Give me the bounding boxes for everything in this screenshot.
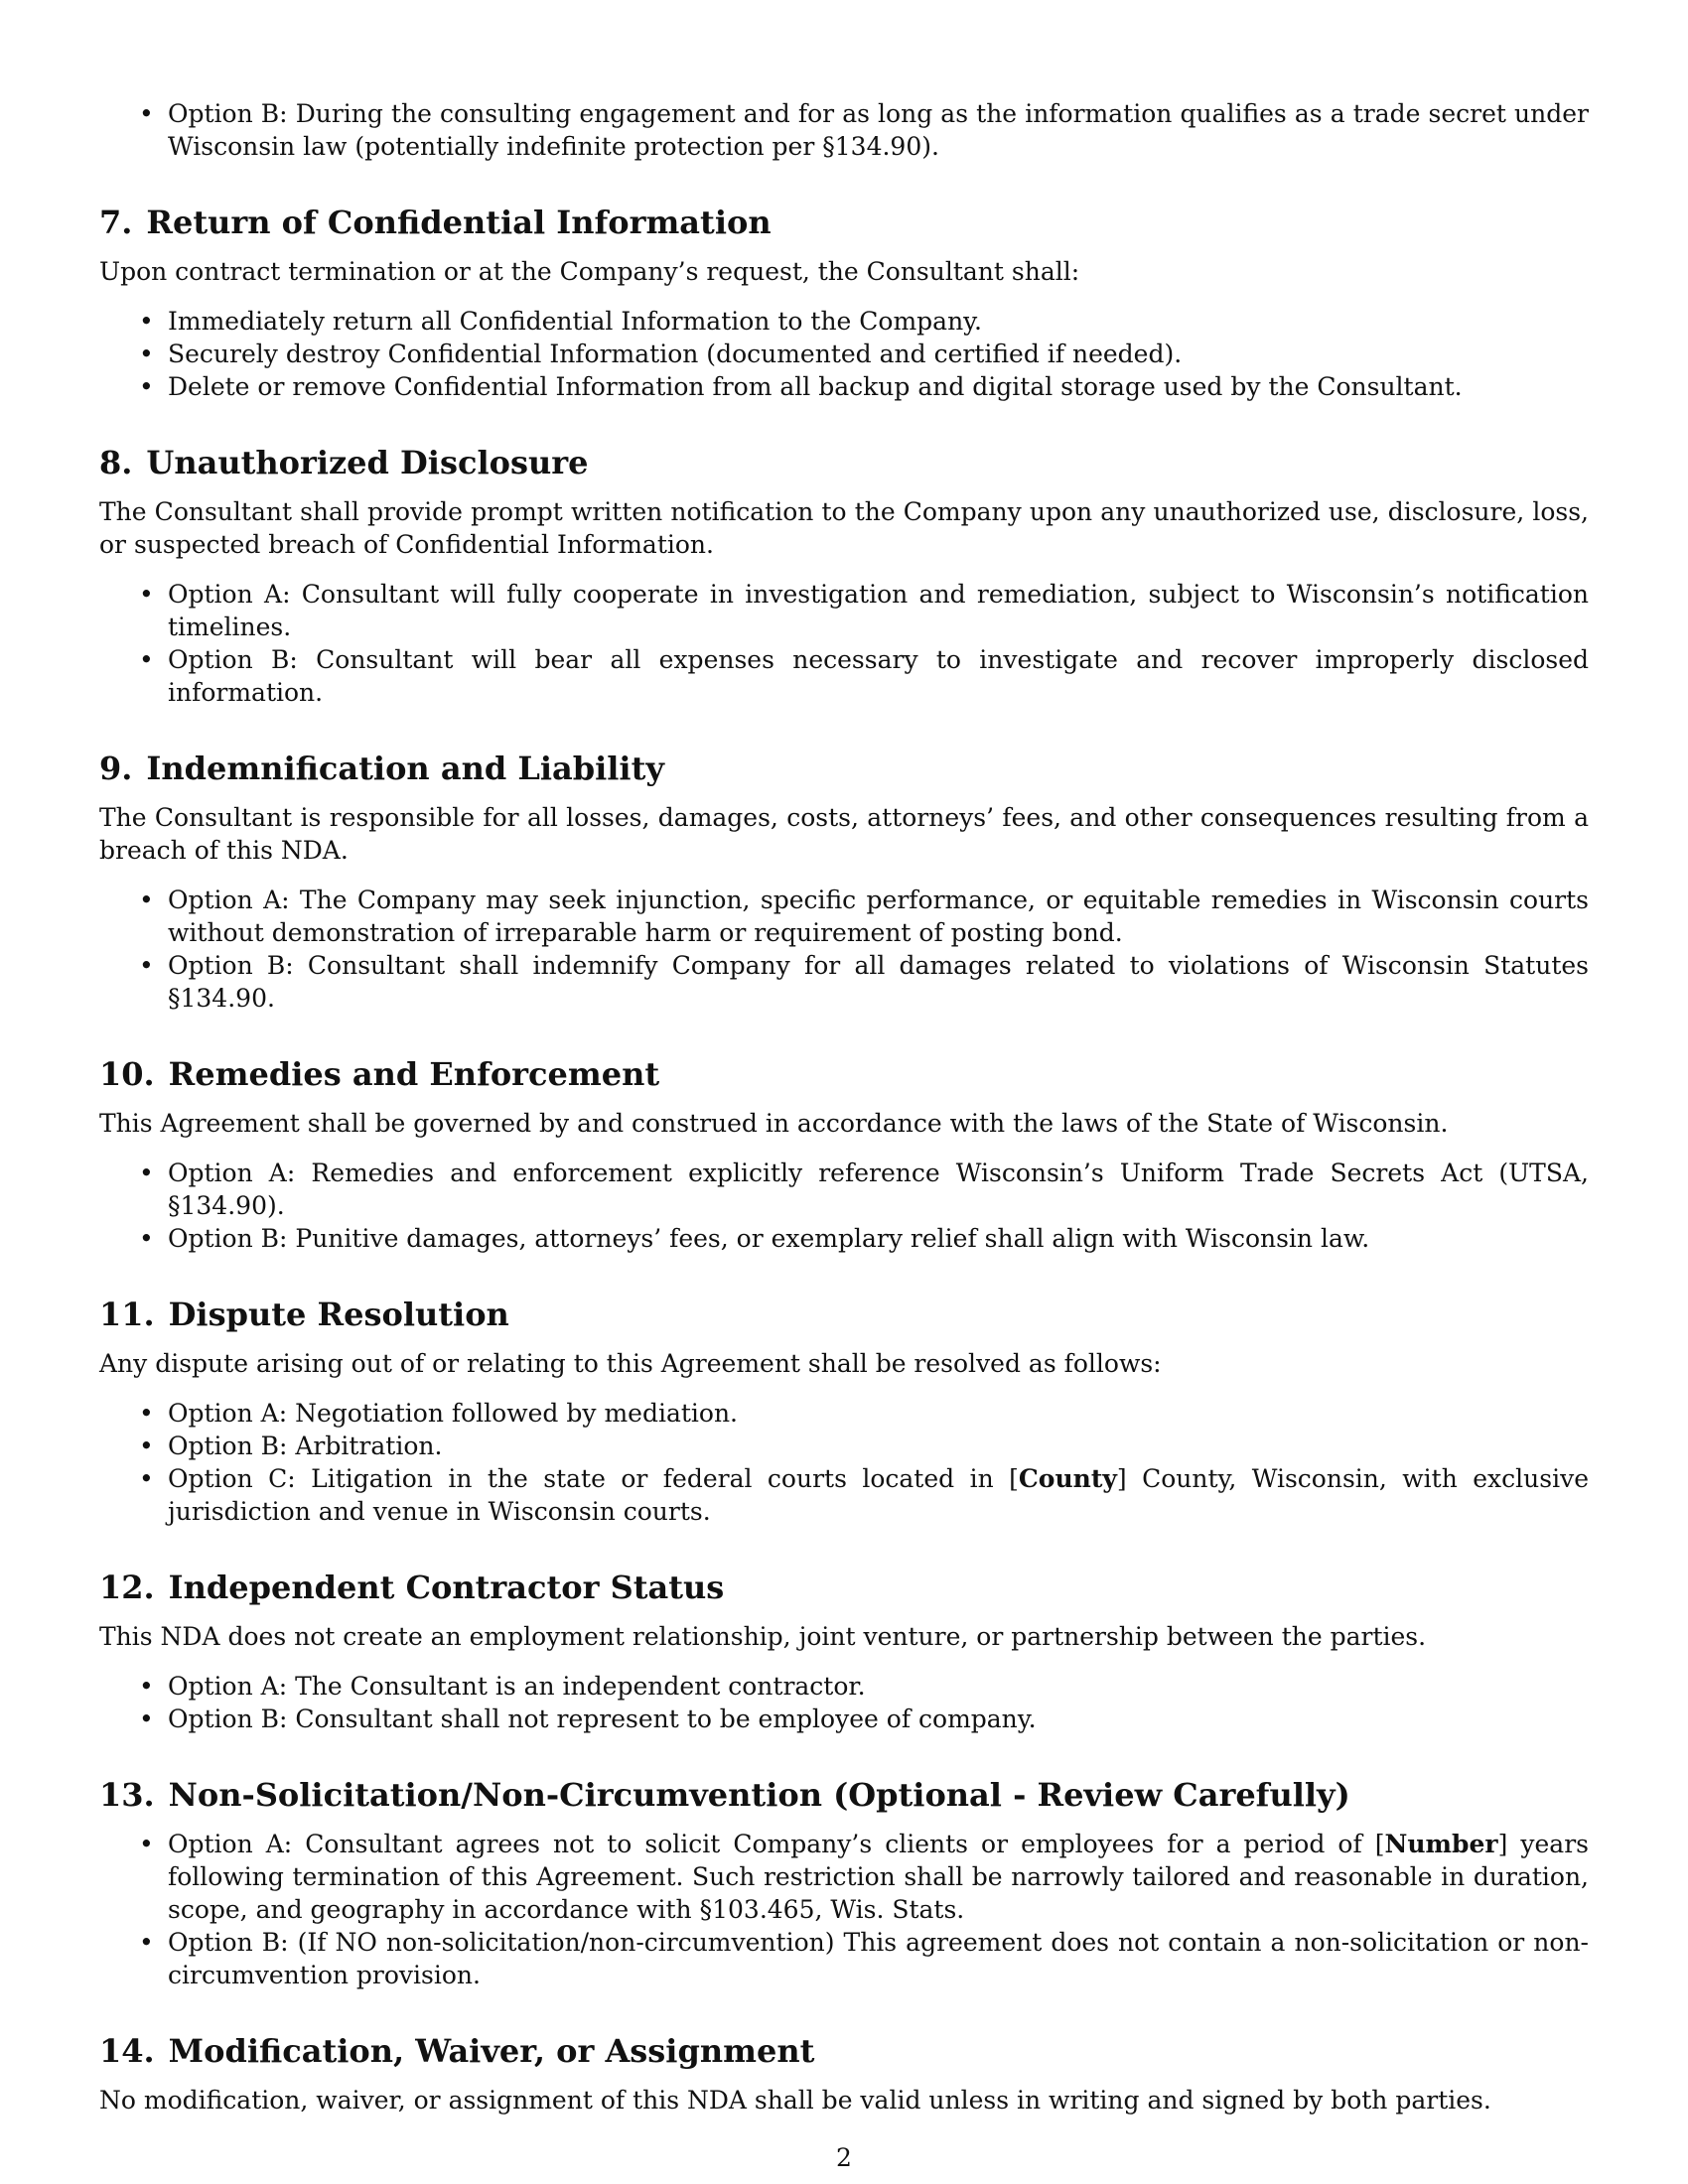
section-number: 12. — [99, 1569, 155, 1606]
section-number: 8. — [99, 444, 133, 481]
section-10-list — [99, 1157, 1589, 1255]
list-item — [99, 1828, 1589, 1926]
section-12-list — [99, 1670, 1589, 1735]
list-item: • Option A: Remedies and enforcement explicitly reference Wisconsin’s Uniform Trade Secrets Act (UTSA, §134.90). — [99, 1157, 1589, 1222]
list-item: • Option B: Punitive damages, attorneys’ fees, or exemplary relief shall align with Wisconsin law. — [99, 1222, 1589, 1255]
section-number: 7. — [99, 204, 133, 241]
section-13-list — [99, 1828, 1589, 1991]
list-item: • Option A: Negotiation followed by mediation. — [99, 1397, 1589, 1430]
county-placeholder: County — [1018, 1464, 1117, 1493]
item-text: Option A: Consultant agrees not to solicit Company’s clients or employees for a period of [ — [168, 1830, 1385, 1858]
section-9-list — [99, 884, 1589, 1015]
section-number: 10. — [99, 1055, 155, 1093]
section-8-body: The Consultant shall provide prompt written notification to the Company upon any unauthorized use, disclosure, loss, or suspected breach of Confidential Information. — [99, 497, 1589, 559]
section-8-list — [99, 578, 1589, 709]
section-11-body: Any dispute arising out of or relating to this Agreement shall be resolved as follows: — [99, 1349, 1162, 1378]
section-title: Modification, Waiver, or Assignment — [168, 2032, 815, 2070]
section-number: 9. — [99, 750, 133, 787]
section-number: 13. — [99, 1776, 155, 1814]
section-8-heading — [99, 443, 1589, 482]
item-text: Option C: Litigation in the state or federal courts located in [ — [168, 1464, 1019, 1493]
section-9-heading — [99, 749, 1589, 788]
section-7-heading — [99, 203, 1589, 242]
list-item: • Option B: Consultant shall not represent to be employee of company. — [99, 1703, 1589, 1735]
section-title: Unauthorized Disclosure — [146, 444, 589, 481]
list-item: • Delete or remove Confidential Information from all backup and digital storage used by the Consultant. — [99, 370, 1589, 403]
intro-option-list — [99, 97, 1589, 163]
list-item: • Option B: Arbitration. — [99, 1430, 1589, 1462]
section-10-heading — [99, 1054, 1589, 1094]
number-placeholder: Number — [1384, 1830, 1498, 1858]
section-title: Remedies and Enforcement — [168, 1055, 660, 1093]
list-item: • Option B: Consultant will bear all expenses necessary to investigate and recover improperly disclosed information. — [99, 643, 1589, 709]
list-item: • Option B: During the consulting engagement and for as long as the information qualifies as a trade secret under Wisconsin law (potentially indefinite protection per §134.90). — [99, 97, 1589, 163]
section-13-heading — [99, 1775, 1589, 1815]
section-title: Non-Solicitation/Non-Circumvention (Optional - Review Carefully) — [168, 1776, 1350, 1814]
list-item: • Option A: Consultant will fully cooperate in investigation and remediation, subject to Wisconsin’s notification timelines. — [99, 578, 1589, 643]
section-11-list — [99, 1397, 1589, 1528]
list-item: • Option B: (If NO non-solicitation/non-circumvention) This agreement does not contain a non-solicitation or non-circumvention provision. — [99, 1926, 1589, 1991]
section-number: 14. — [99, 2032, 155, 2070]
section-title: Return of Confidential Information — [146, 204, 772, 241]
page-number: 2 — [836, 2143, 852, 2172]
section-7-body: Upon contract termination or at the Company’s request, the Consultant shall: — [99, 257, 1080, 286]
section-number: 11. — [99, 1296, 155, 1333]
item-text: ] years following termination of this Agreement. Such restriction shall be narrowly tailored and reasonable in duration, scope, and geography in accordance with §103.465, Wis. Stats. — [168, 1830, 1589, 1924]
item-text: ] County, Wisconsin, with exclusive jurisdiction and venue in Wisconsin courts. — [168, 1464, 1589, 1526]
list-item: • Securely destroy Confidential Information (documented and certified if needed). — [99, 338, 1589, 370]
list-item — [99, 1462, 1589, 1528]
list-item: • Immediately return all Confidential Information to the Company. — [99, 305, 1589, 338]
section-title: Dispute Resolution — [168, 1296, 509, 1333]
list-item: • Option A: The Consultant is an independent contractor. — [99, 1670, 1589, 1703]
section-10-body: This Agreement shall be governed by and construed in accordance with the laws of the State of Wisconsin. — [99, 1109, 1449, 1138]
section-7-list — [99, 305, 1589, 403]
section-14-heading — [99, 2031, 1589, 2071]
document-page — [99, 97, 1589, 2116]
section-14-body: No modification, waiver, or assignment of this NDA shall be valid unless in writing and signed by both parties. — [99, 2086, 1491, 2115]
section-title: Independent Contractor Status — [168, 1569, 725, 1606]
list-item: • Option B: Consultant shall indemnify Company for all damages related to violations of Wisconsin Statutes §134.90. — [99, 949, 1589, 1015]
section-12-body: This NDA does not create an employment relationship, joint venture, or partnership between the parties. — [99, 1622, 1427, 1651]
section-9-body: The Consultant is responsible for all losses, damages, costs, attorneys’ fees, and other consequences resulting from a breach of this NDA. — [99, 803, 1589, 865]
list-item: • Option A: The Company may seek injunction, specific performance, or equitable remedies in Wisconsin courts without demonstration of irreparable harm or requirement of posting bond. — [99, 884, 1589, 949]
section-12-heading — [99, 1568, 1589, 1607]
section-11-heading — [99, 1295, 1589, 1334]
section-title: Indemnification and Liability — [146, 750, 664, 787]
